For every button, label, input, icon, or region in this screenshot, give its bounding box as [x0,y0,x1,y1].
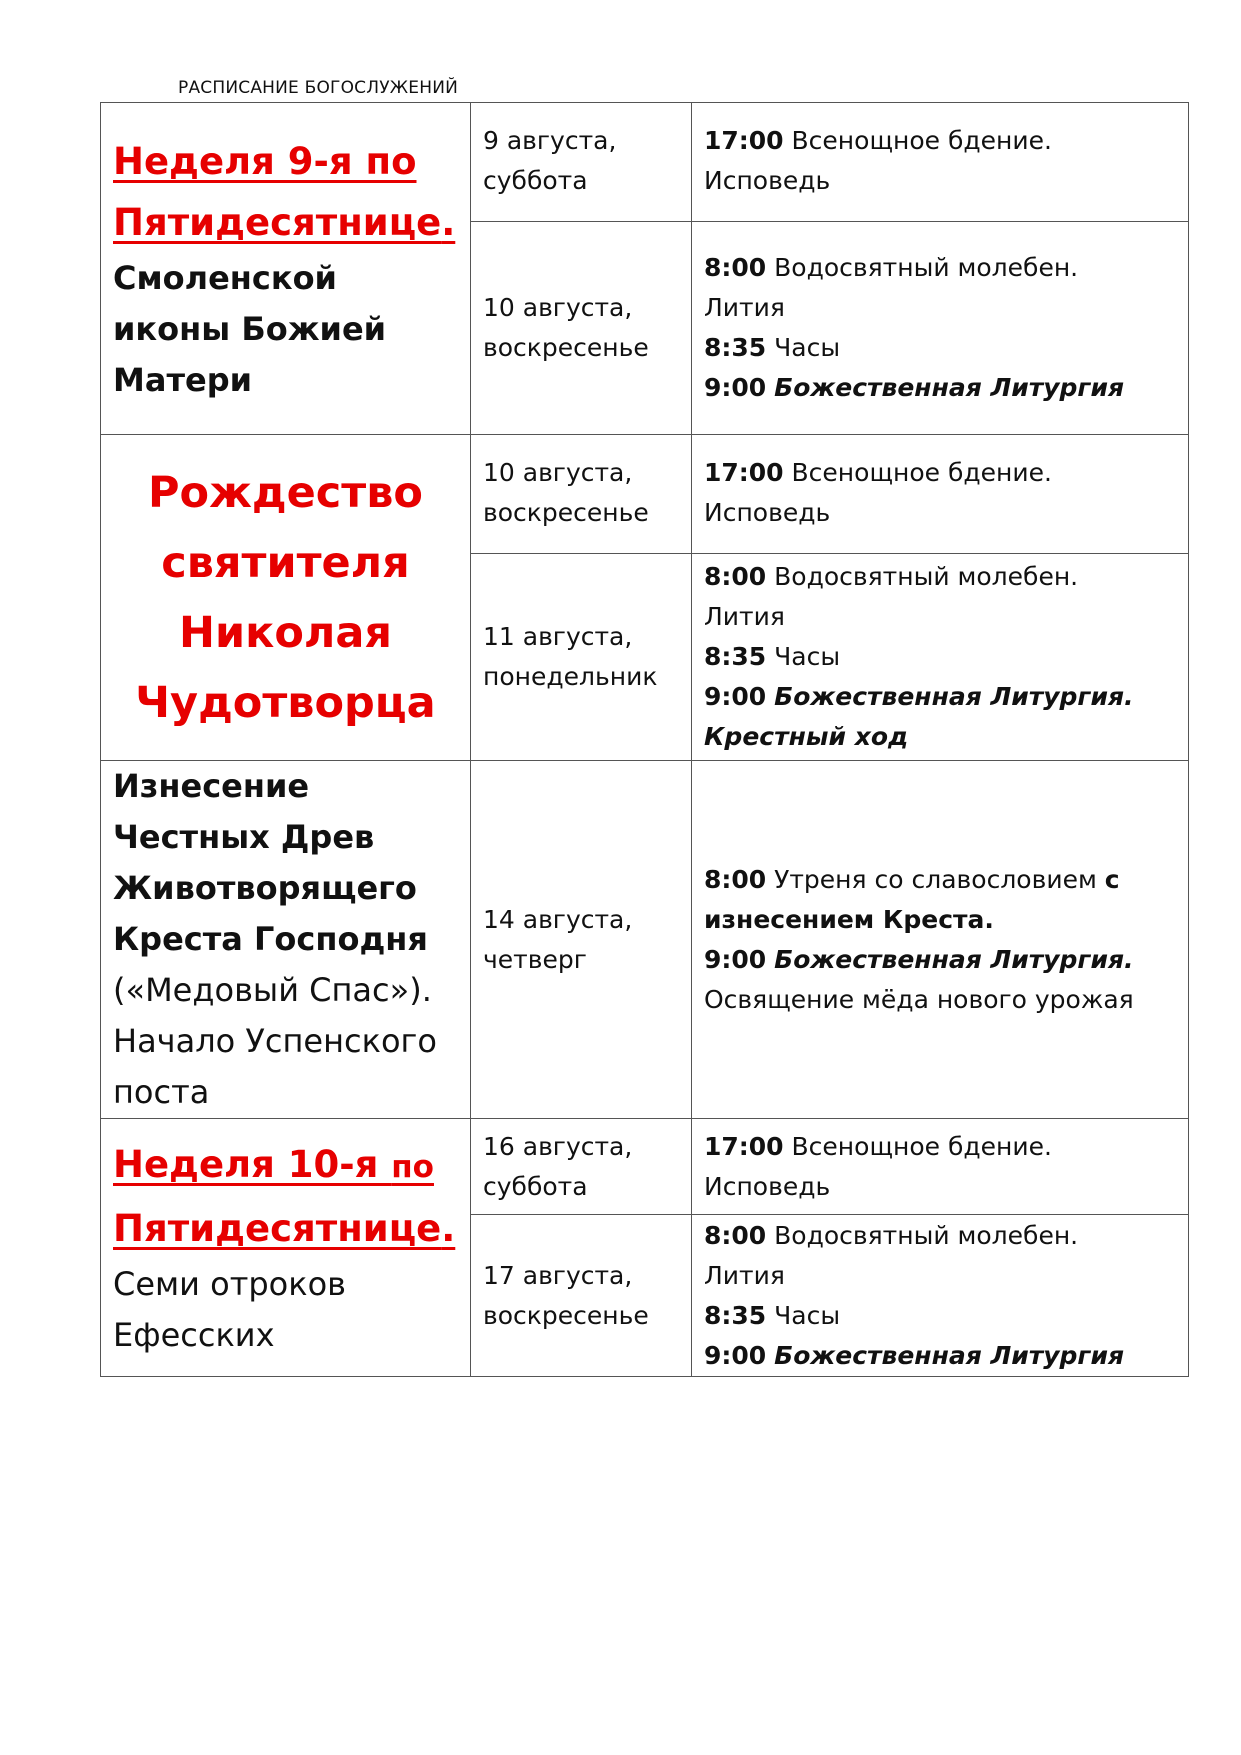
date-cell: 17 августа, воскресенье [471,1215,692,1377]
date-cell: 9 августа, суббота [471,103,692,222]
date-cell: 11 августа, понедельник [471,554,692,761]
date-cell: 10 августа, воскресенье [471,222,692,435]
schedule-table [100,102,1189,1377]
feast-subtitle: Семи отроков Ефесских [113,1265,347,1354]
services-cell: 17:00 Всенощное бдение. Исповедь [692,103,1189,222]
services-cell: 8:00 Водосвятный молебен. Лития 8:35 Часы 9:00 Божественная Литургия [692,222,1189,435]
table-row [101,1119,1189,1215]
services-cell: 17:00 Всенощное бдение. Исповедь [692,435,1189,554]
date-cell: 16 августа, суббота [471,1119,692,1215]
feast-cell [101,761,471,1119]
feast-cell [101,1119,471,1377]
services-cell: 17:00 Всенощное бдение. Исповедь [692,1119,1189,1215]
table-row [101,761,1189,1119]
feast-cell: Рождество святителя Николая Чудотворца [101,435,471,761]
feast-subtitle: («Медовый Спас»). Начало Успенского поста [113,971,437,1111]
feast-red-title: Неделя 9-я по Пятидесятнице. [113,140,456,244]
table-row [101,435,1189,554]
services-cell: 8:00 Утреня со славословием с изнесением Креста. 9:00 Божественная Литургия. Освящение мёда нового урожая [692,761,1189,1119]
feast-subtitle: Смоленской иконы Божией Матери [113,259,387,399]
services-cell: 8:00 Водосвятный молебен. Лития 8:35 Часы 9:00 Божественная Литургия [692,1215,1189,1377]
feast-red-title: Неделя 10-я по Пятидесятнице. [113,1143,456,1250]
date-cell: 14 августа, четверг [471,761,692,1119]
table-row [101,103,1189,222]
feast-cell [101,103,471,435]
feast-title: Изнесение Честных Древ Животворящего Креста Господня [113,767,428,958]
services-cell: 8:00 Водосвятный молебен. Лития 8:35 Часы 9:00 Божественная Литургия. Крестный ход [692,554,1189,761]
date-cell: 10 августа, воскресенье [471,435,692,554]
document-title: РАСПИСАНИЕ БОГОСЛУЖЕНИЙ [178,78,459,98]
